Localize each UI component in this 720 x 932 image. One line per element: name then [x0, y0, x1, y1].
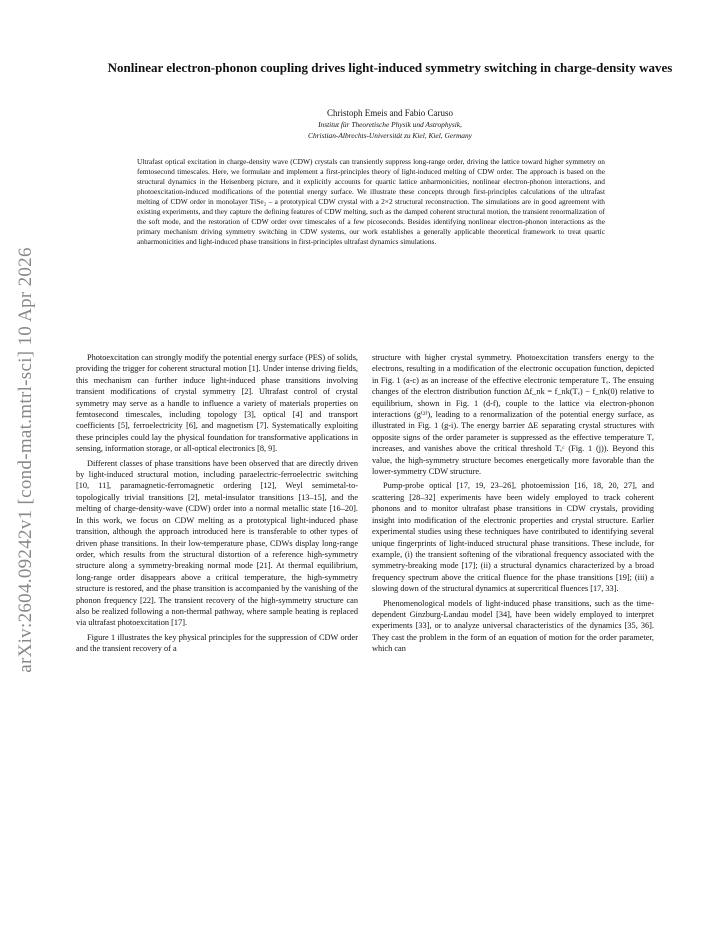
- affiliation-institute: Institut für Theoretische Physik und Astrophysik,: [318, 120, 462, 129]
- paragraph: Different classes of phase transitions have been observed that are directly driven by light-induced structural motion, including paraelectric-ferroelectric switching [10, 11], paramagnetic-ferromagnetic ordering [12], Weyl semimetal-to-topologically trivial transitions [2], metal-insulator transitions [13–15], and the melting of charge-density-wave (CDW) order into a normal metallic state [16–20]. In this work, we focus on CDW melting as a prototypical light-induced phase transition, although the approach introduced here is transferable to other types of driven phase transitions. In their low-temperature phase, CDWs display long-range order, which results from the structural distortion of a reference high-symmetry structure along a symmetry-breaking normal mode [21]. At thermal equilibrium, long-range order disappears above a critical temperature, the high-symmetry structure is restored, and the phase transition is accompanied by the vanishing of the phonon frequency [22]. The transient recovery of the high-symmetry structure can also be realized following a non-thermal pathway, where sample heating is replaced via ultrafast photoexcitation [17].: [76, 458, 358, 628]
- paragraph: Pump-probe optical [17, 19, 23–26], photoemission [16, 18, 20, 27], and scattering [28–32] experiments have been widely employed to track coherent phonons and to monitor ultrafast phase transitions in CDW crystals, providing insight into modification of the electronic properties and crystal structure. Earlier experimental studies using these techniques have contributed to identifying several unique fingerprints of light-induced structural phase transitions. These include, for example, (i) the transient softening of the vibrational frequency associated with the symmetry-breaking mode [17]; (ii) a structural dynamics characterized by a broad frequency spectrum above the critical fluence for the phase transitions [19]; (iii) a slowing down of the structural dynamics at supercritical fluences [17, 33].: [372, 481, 654, 594]
- paragraph: Figure 1 illustrates the key physical principles for the suppression of CDW order and the transient recovery of a: [76, 632, 358, 654]
- paper-title: Nonlinear electron-phonon coupling drives light-induced symmetry switching in charge-density waves: [107, 60, 673, 75]
- arxiv-sidebar: [14, 200, 38, 720]
- authors: Christoph Emeis and Fabio Caruso: [327, 108, 453, 118]
- paragraph: structure with higher crystal symmetry. Photoexcitation transfers energy to the electrons, resulting in a modification of the electronic occupation function, depicted in Fig. 1 (a-c) as an increase of the effective electronic temperature Tₑ. The ensuing changes of the electron distribution function Δf_nk = f_nk(Tₑ) − f_nk(0) relative to equilibrium, shown in Fig. 1 (d-f), couple to the lattice via electron-phonon interactions (g⁽²⁾), leading to a renormalization of the potential energy surface, as illustrated in Fig. 1 (g-i). The energy barrier ΔE separating crystal structures with opposite signs of the order parameter is suppressed as the effective temperature Tₑ increases, and vanishes above the critical threshold Tₑᶜ (Fig. 1 (j)). Beyond this value, the high-symmetry structure becomes energetically more favorable than the lower-symmetry CDW structure.: [372, 353, 654, 477]
- affiliation-university: Christian-Albrechts-Universität zu Kiel, Kiel, Germany: [308, 131, 472, 140]
- paragraph: Photoexcitation can strongly modify the potential energy surface (PES) of solids, providing the trigger for coherent structural motion [1]. Under intense driving fields, this mechanism can further induce light-induced phase transitions involving transient modifications of crystal symmetry [2]. Ultrafast control of crystal symmetry may serve as a handle to influence a variety of materials properties on femtosecond timescales, including topology [3], optical [4] and transport coefficients [5], ferroelectricity [6], and magnetism [7]. Systematically exploiting these principles could lay the physical foundation for transformative applications in sensing, information storage, or all-optical electronics [8, 9].: [76, 353, 358, 454]
- paragraph: Phenomenological models of light-induced phase transitions, such as the time-dependent Ginzburg-Landau model [34], have been widely employed to interpret experiments [33], or to analyze universal characteristics of the dynamics [35, 36]. They cast the problem in the form of an equation of motion for the order parameter, which can: [372, 598, 654, 654]
- arxiv-identifier: arXiv:2604.09242v1 [cond-mat.mtrl-sci] 10 Apr 2026: [15, 247, 37, 673]
- right-column: [372, 352, 654, 658]
- abstract: Ultrafast optical excitation in charge-density wave (CDW) crystals can transiently suppress long-range order, driving the lattice toward higher symmetry on femtosecond timescales. Here, we formulate and implement a first-principles theory of light-induced melting of CDW order. The approach is based on the structural dynamics in the Heisenberg picture, and it explicitly accounts for quartic lattice anharmonicities, nonlinear electron-phonon interactions, and photoexcitation-induced modifications of the potential energy surface. We illustrate these concepts through first-principles calculations of the ultrafast melting of CDW order in monolayer TiSe₂ – a prototypical CDW crystal with a 2×2 structural reconstruction. The simulations are in good agreement with existing experiments, and they capture the defining features of CDW melting, such as the damped coherent structural motion, the transient renormalization of the soft mode, and the restoration of CDW order over timescales of a few picoseconds. Besides identifying nonlinear electron-phonon interactions as the primary mechanism driving symmetry switching in CDW systems, our work establishes a generally applicable theoretical framework to treat quartic anharmonicities and light-induced phase transitions in first-principles ultrafast dynamics simulations.: [137, 157, 605, 246]
- left-column: [76, 352, 358, 658]
